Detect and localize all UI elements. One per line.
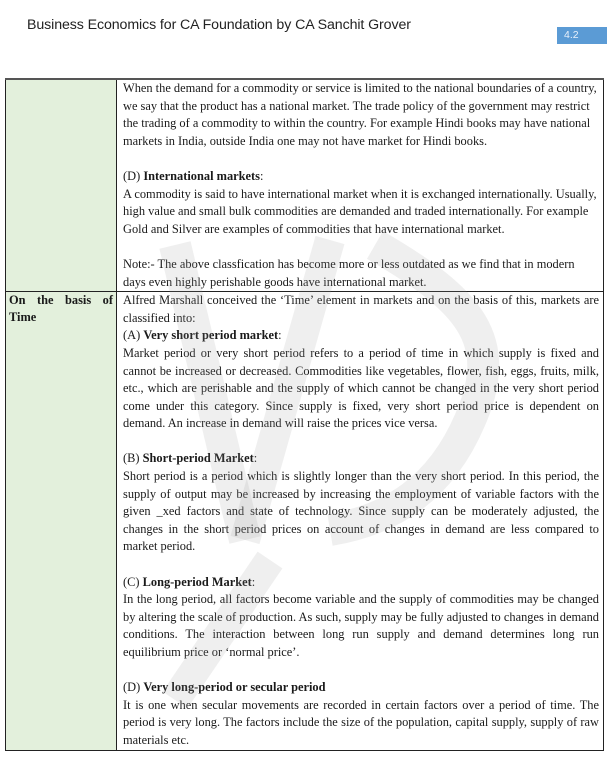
heading-prefix: (D) xyxy=(123,168,144,183)
row-content-cell xyxy=(117,79,604,292)
section-text-secular-period: It is one when secular movements are recorded in certain factors over a period of time. The period is very long. The factors include the size of the population, capital supply, supply of raw materials etc. xyxy=(123,697,599,747)
page-number-badge: 4.2 xyxy=(557,27,607,44)
classification-note: Note:- The above classfication has become more or less outdated as we find that in modern days even highly perishable goods have international market. xyxy=(123,256,575,289)
heading-suffix: : xyxy=(253,451,258,466)
document-header-title: Business Economics for CA Foundation by CA Sanchit Grover xyxy=(27,17,411,33)
international-market-heading xyxy=(123,168,599,186)
row-content-cell xyxy=(117,292,604,750)
time-element-intro: Alfred Marshall conceived the ‘Time’ element in markets and on the basis of this, markets are classified into: xyxy=(123,293,599,325)
heading-prefix: (A) xyxy=(123,328,144,343)
heading-title: Long-period Market xyxy=(142,574,252,589)
section-text-short-period: Short period is a period which is slightly longer than the very short period. In this period, the supply of output may be increased by increasing the employment of variable factors with the given _xed factors and state of technology. Since supply can be moderately adjusted, the changes in the short period prices on account of changes in demand are less compared to market period. xyxy=(123,469,599,554)
heading-prefix: (C) xyxy=(123,574,143,589)
section-heading-secular-period xyxy=(123,679,599,697)
section-heading-short-period xyxy=(123,450,599,468)
heading-title: Very long-period or secular period xyxy=(143,680,326,695)
row-label-basis-of-time: On the basis of Time xyxy=(9,293,113,325)
table-row-basis-of-time xyxy=(6,292,604,750)
national-market-text: When the demand for a commodity or service is limited to the national boundaries of a country, we say that the product has a national market. The trade policy of the government may restrict the trading of a commodity to within the country. For example Hindi books may have national markets in India, outside India one may not have market for Hindi books. xyxy=(123,81,597,148)
international-market-text: A commodity is said to have international market when it is exchanged internationally. Usually, high value and small bulk commodities are demanded and traded internationally. For example Gold and Silver are examples of commodities that have international market. xyxy=(123,186,597,236)
section-heading-very-short-period xyxy=(123,327,599,345)
heading-title: Short-period Market xyxy=(142,451,254,466)
market-classification-table xyxy=(5,78,604,751)
heading-title: Very short period market xyxy=(143,328,279,343)
section-text-long-period: In the long period, all factors become variable and the supply of commodities may be changed by altering the scale of production. As such, supply may be fully adjusted to changes in demand conditions. The interaction between long run supply and demand determines long run equilibrium price or ‘normal price’. xyxy=(123,592,599,659)
row-label-cell xyxy=(6,292,117,750)
heading-title: International markets xyxy=(143,168,260,183)
table-row-national-international xyxy=(6,79,604,292)
section-text-very-short-period: Market period or very short period refers to a period of time in which supply is fixed and cannot be increased or decreased. Commodities like vegetables, flower, fish, eggs, fruits, milk, etc., which are perishable and the supply of which cannot be changed in the very short period come under this category. Since supply is fixed, very short period price is dependent on demand. An increase in demand will raise the prices vice versa. xyxy=(123,345,599,431)
heading-prefix: (B) xyxy=(123,451,143,466)
heading-prefix: (D) xyxy=(123,680,144,695)
section-heading-long-period xyxy=(123,574,599,592)
row-label-cell xyxy=(6,79,117,292)
heading-suffix: : xyxy=(259,168,264,183)
heading-suffix: : xyxy=(278,328,282,343)
heading-suffix: : xyxy=(251,574,256,589)
